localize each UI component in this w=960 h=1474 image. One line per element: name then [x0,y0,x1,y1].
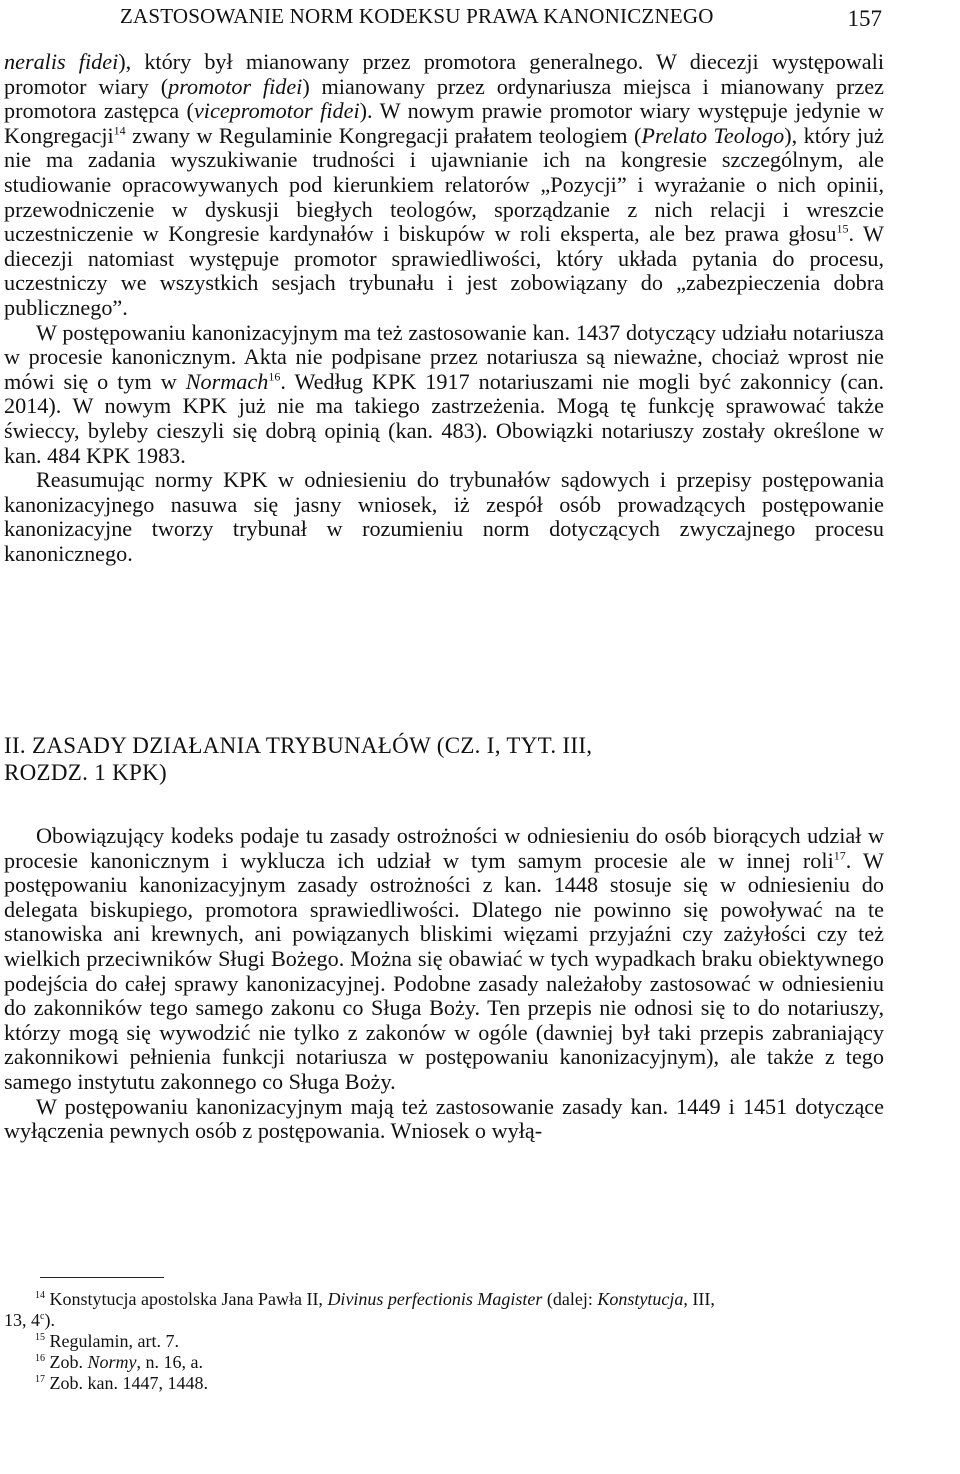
section-text [4,824,884,1144]
footnote-number: 15 [35,1332,45,1343]
paragraph: Reasumując normy KPK w odniesieniu do trybunałów sądowych i przepisy postępowania kanonizacyjnego nasuwa się jasny wniosek, iż zespół osób prowadzących postępowanie kanonizacyjne tworzy trybunał w rozumieniu norm dotyczących zwyczajnego procesu kanonicznego. [4,467,884,566]
text-run: Obowiązujący kodeks podaje tu zasady ostrożności w odniesieniu do osób biorących udział w procesie kanonicznym i wyklucza ich udział w tym samym procesie ale w innej roli [4,823,884,873]
italic-text: Prelato Teologo [641,122,785,148]
text-run: , III, [683,1289,715,1309]
footnote [4,1289,884,1331]
footnote [4,1331,884,1352]
heading-line: II. ZASADY DZIAŁANIA TRYBUNAŁÓW (CZ. I, TYT. III, [4,733,593,758]
footnote-number: 16 [35,1353,45,1364]
paragraph: W postępowaniu kanonizacyjnym mają też zastosowanie zasady kan. 1449 i 1451 dotyczące wyłączenia pewnych osób z postępowania. Wniosek o wyłą- [4,1093,884,1144]
text-run: , n. 16, a. [136,1352,203,1372]
footnote-ref: 15 [836,221,849,236]
footnote [4,1352,884,1373]
footnote-number: 17 [35,1374,45,1385]
italic-text: Konstytucja [597,1289,684,1309]
text-run: Konstytucja apostolska Jana Pawła II, [45,1289,328,1309]
paragraph [4,50,884,321]
page-number: 157 [847,6,882,31]
text-run: ), który już nie ma zadania wyszukiwanie trudności i ujawnianie ich na kongresie szczególnym, ale studiowanie opracowywanych pod kierunkiem relatorów „Pozycji” i wyrażanie o nich opinii, przewodniczenie w dyskusji biegłych teologów, sporządzanie z nich relacji i wreszcie uczestniczenie w Kongresie kardynałów i biskupów w roli eksperta, ale bez prawa głosu [4,122,884,247]
heading-line: ROZDZ. 1 KPK) [4,760,167,785]
footnotes [4,1289,884,1394]
footnote [4,1373,884,1394]
text-run: ) mianowany przez ordynariusza miejsca i mianowany przez promotora zastępca ( [4,73,884,124]
text-run: . Według KPK 1917 notariuszami nie mogli być zakonnicy (can. 2014). W nowym KPK już nie ma takiego zastrzeżenia. Mogą tę funkcję sprawować także świeccy, byleby cieszyli się dobrą opinią (kan. 483). Obowiązki notariuszy zostały określone w kan. 484 KPK 1983. [4,368,884,468]
superscript: c [40,1311,45,1322]
footnote-number: 14 [35,1290,45,1301]
italic-text: Normy [87,1352,137,1372]
running-title: ZASTOSOWANIE NORM KODEKSU PRAWA KANONICZNEGO [120,4,714,28]
text-run: Zob. [45,1352,88,1372]
footnote-ref: 16 [268,369,281,384]
footnote-divider [40,1277,164,1278]
text-run: . W diecezji natomiast występuje promotor sprawiedliwości, który układa pytania do procesu, uczestniczy we wszystkich sesjach trybunału i jest zobowiązany do „zabezpieczenia dobra publicznego”. [4,221,884,320]
italic-text: Normach [185,368,269,394]
text-run: 13, 4 [4,1310,40,1330]
text-run: . W postępowaniu kanonizacyjnym zasady ostrożności z kan. 1448 stosuje się w odniesieniu do delegata biskupiego, promotora sprawiedliwości. Dlatego nie powinno się powoływać na te stanowiska ani krewnych, ani powiązanych bliskimi więzami przyjaźni czy zażyłości czy też wielkich przeciwników Sługi Bożego. Można się obawiać w tych wypadkach braku obiektywnego podejścia do całej sprawy kanonizacyjnej. Podobne zasady należałoby zastosować w odniesieniu do zakonników tego samego zakonu co Sługa Boży. Ten przepis nie odnosi się to do notariuszy, którzy mogą się wywodzić nie tylko z zakonów w ogóle (dawniej był taki przepis zabraniający zakonnikowi pełnienia funkcji notariusza w postępowaniu kanonizacyjnym), ale także z tego samego instytutu zakonnego co Sługa Boży. [4,847,884,1094]
italic-text: Divinus perfectionis Magister [327,1289,543,1309]
italic-text: vicepromotor fidei [193,98,360,124]
main-text [4,50,884,566]
text-run: Zob. kan. 1447, 1448. [45,1373,208,1393]
text-run: zwany w Regulaminie Kongregacji prałatem teologiem ( [125,122,642,148]
text-run: (dalej: [542,1289,598,1309]
section-heading [4,732,884,786]
text-run: ). [44,1310,55,1330]
paragraph [4,824,884,1095]
paragraph [4,321,884,469]
text-run: ), który był mianowany przez promotora generalnego. W diecezji występowali promotor wiary ( [4,49,884,99]
footnote-ref: 17 [833,848,846,863]
italic-text: promotor fidei [168,73,303,99]
text-run: ). W nowym prawie promotor wiary występuje jedynie w Kongregacji [4,98,884,148]
text-run: Regulamin, art. 7. [45,1331,179,1351]
text-run: W postępowaniu kanonizacyjnym ma też zastosowanie kan. 1437 dotyczący udziału notariusza w procesie kanonicznym. Akta nie podpisane przez notariusza są nieważne, chociaż wprost nie mówi się o tym w [4,319,884,394]
page-header [0,4,960,40]
footnote-ref: 14 [113,123,126,138]
italic-text: neralis fidei [4,49,119,74]
